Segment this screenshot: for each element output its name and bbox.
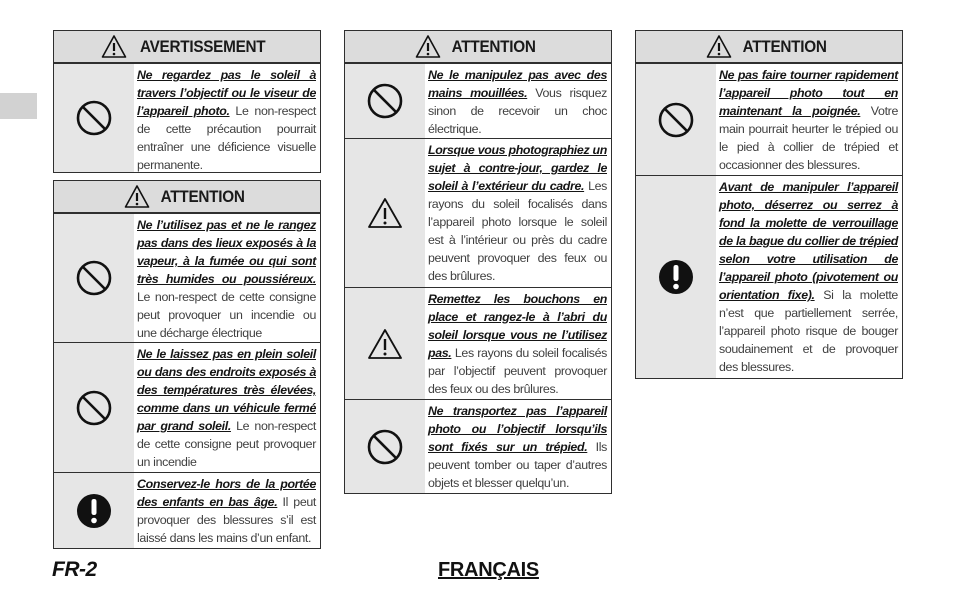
column-2	[344, 30, 612, 501]
item-body: Il peut provoquer des blessures s’il est laissé dans les mains d’un enfant.	[137, 495, 316, 545]
item-body: Le non-respect de cette consigne peut provoquer un incendie	[137, 419, 316, 469]
column-3	[635, 30, 903, 386]
warning-triangle-icon	[415, 34, 441, 60]
list-item	[345, 138, 611, 287]
item-body: Les rayons du soleil focalisés par l’objectif peuvent provoquer des feux ou des brûlures.	[428, 346, 607, 396]
caution-triangle-icon	[366, 325, 404, 363]
language-label: FRANÇAIS	[438, 559, 539, 581]
list-item	[54, 472, 320, 548]
caution-box	[53, 180, 321, 549]
mandatory-icon	[75, 492, 113, 530]
prohibition-icon	[75, 259, 113, 297]
item-body: Votre main pourrait heurter le trépied ou le pied à collier de trépied et occasionner des blessures.	[719, 104, 898, 172]
item-body: Le non-respect de cette précaution pourrait entraîner une déficience visuelle permanente.	[137, 104, 316, 172]
item-body: Le non-respect de cette consigne peut provoquer un incendie ou une décharge électrique	[137, 290, 316, 340]
item-text	[716, 176, 902, 378]
caution-box	[344, 30, 612, 494]
mandatory-icon	[657, 258, 695, 296]
item-heading: Ne transportez pas l’appareil photo ou l’objectif lorsqu’ils sont fixés sur un trépied.	[428, 404, 607, 454]
list-item	[345, 287, 611, 399]
item-text	[134, 343, 320, 472]
warning-title: AVERTISSEMENT	[140, 36, 266, 56]
caution-box	[635, 30, 903, 379]
item-heading: Ne regardez pas le soleil à travers l’objectif ou le viseur de l’appareil photo.	[137, 68, 316, 118]
prohibition-icon	[75, 99, 113, 137]
caution-header	[54, 181, 320, 213]
item-heading: Remettez les bouchons en place et rangez-le à l’abri du soleil lorsque vous ne l’utilisez pas.	[428, 292, 607, 360]
item-body: Vous risquez sinon de recevoir un choc électrique.	[428, 86, 607, 136]
item-heading: Ne pas faire tourner rapidement l’appareil photo tout en maintenant la poignée.	[719, 68, 898, 118]
prohibition-icon	[366, 428, 404, 466]
item-heading: Avant de manipuler l’appareil photo, déserrez ou serrez à fond la molette de verrouillage de la bague du collier de trépied selon votre utilisation de l’appareil photo (pivotement ou orientation fixe).	[719, 180, 898, 302]
caution-header	[636, 31, 902, 63]
warning-box	[53, 30, 321, 173]
section-tab	[0, 93, 37, 119]
column-1	[53, 30, 321, 556]
list-item	[54, 342, 320, 472]
item-text	[425, 139, 611, 287]
caution-title: ATTENTION	[452, 36, 536, 56]
list-item	[54, 213, 320, 342]
item-body: Ils peuvent tomber ou taper d’autres objets et blesser quelqu’un.	[428, 440, 607, 490]
list-item	[636, 175, 902, 378]
item-heading: Ne l’utilisez pas et ne le rangez pas dans des lieux exposés à la vapeur, à la fumée ou qui sont très humides ou poussiéreux.	[137, 218, 316, 286]
caution-title: ATTENTION	[743, 36, 827, 56]
item-body: Les rayons du soleil focalisés dans l’appareil photo lorsque le soleil est à l’intérieur ou près du cadre peuvent provoquer des feux ou des brûlures.	[428, 179, 607, 283]
item-text	[134, 473, 320, 548]
warning-header	[54, 31, 320, 63]
prohibition-icon	[657, 101, 695, 139]
list-item	[636, 63, 902, 175]
caution-title: ATTENTION	[161, 186, 245, 206]
item-heading: Lorsque vous photographiez un sujet à contre-jour, gardez le soleil à l’extérieur du cadre.	[428, 143, 607, 193]
item-text	[134, 214, 320, 342]
item-text	[425, 64, 611, 138]
item-body: Si la molette n’est que partiellement serrée, l’appareil photo risque de bouger soudainement et de provoquer des blessures.	[719, 288, 898, 374]
caution-triangle-icon	[366, 194, 404, 232]
warning-triangle-icon	[706, 34, 732, 60]
item-heading: Conservez-le hors de la portée des enfants en bas âge.	[137, 477, 316, 509]
warning-triangle-icon	[101, 34, 127, 60]
list-item	[345, 399, 611, 493]
item-text	[134, 64, 320, 172]
caution-header	[345, 31, 611, 63]
item-text	[425, 400, 611, 493]
warning-triangle-icon	[124, 184, 150, 210]
item-heading: Ne le laissez pas en plein soleil ou dans des endroits exposés à des températures très élevées, comme dans un véhicule fermé par grand soleil.	[137, 347, 316, 433]
item-text	[716, 64, 902, 175]
list-item	[54, 63, 320, 172]
prohibition-icon	[366, 82, 404, 120]
prohibition-icon	[75, 389, 113, 427]
item-text	[425, 288, 611, 399]
page-number: FR-2	[52, 558, 97, 581]
item-heading: Ne le manipulez pas avec des mains mouillées.	[428, 68, 607, 100]
list-item	[345, 63, 611, 138]
